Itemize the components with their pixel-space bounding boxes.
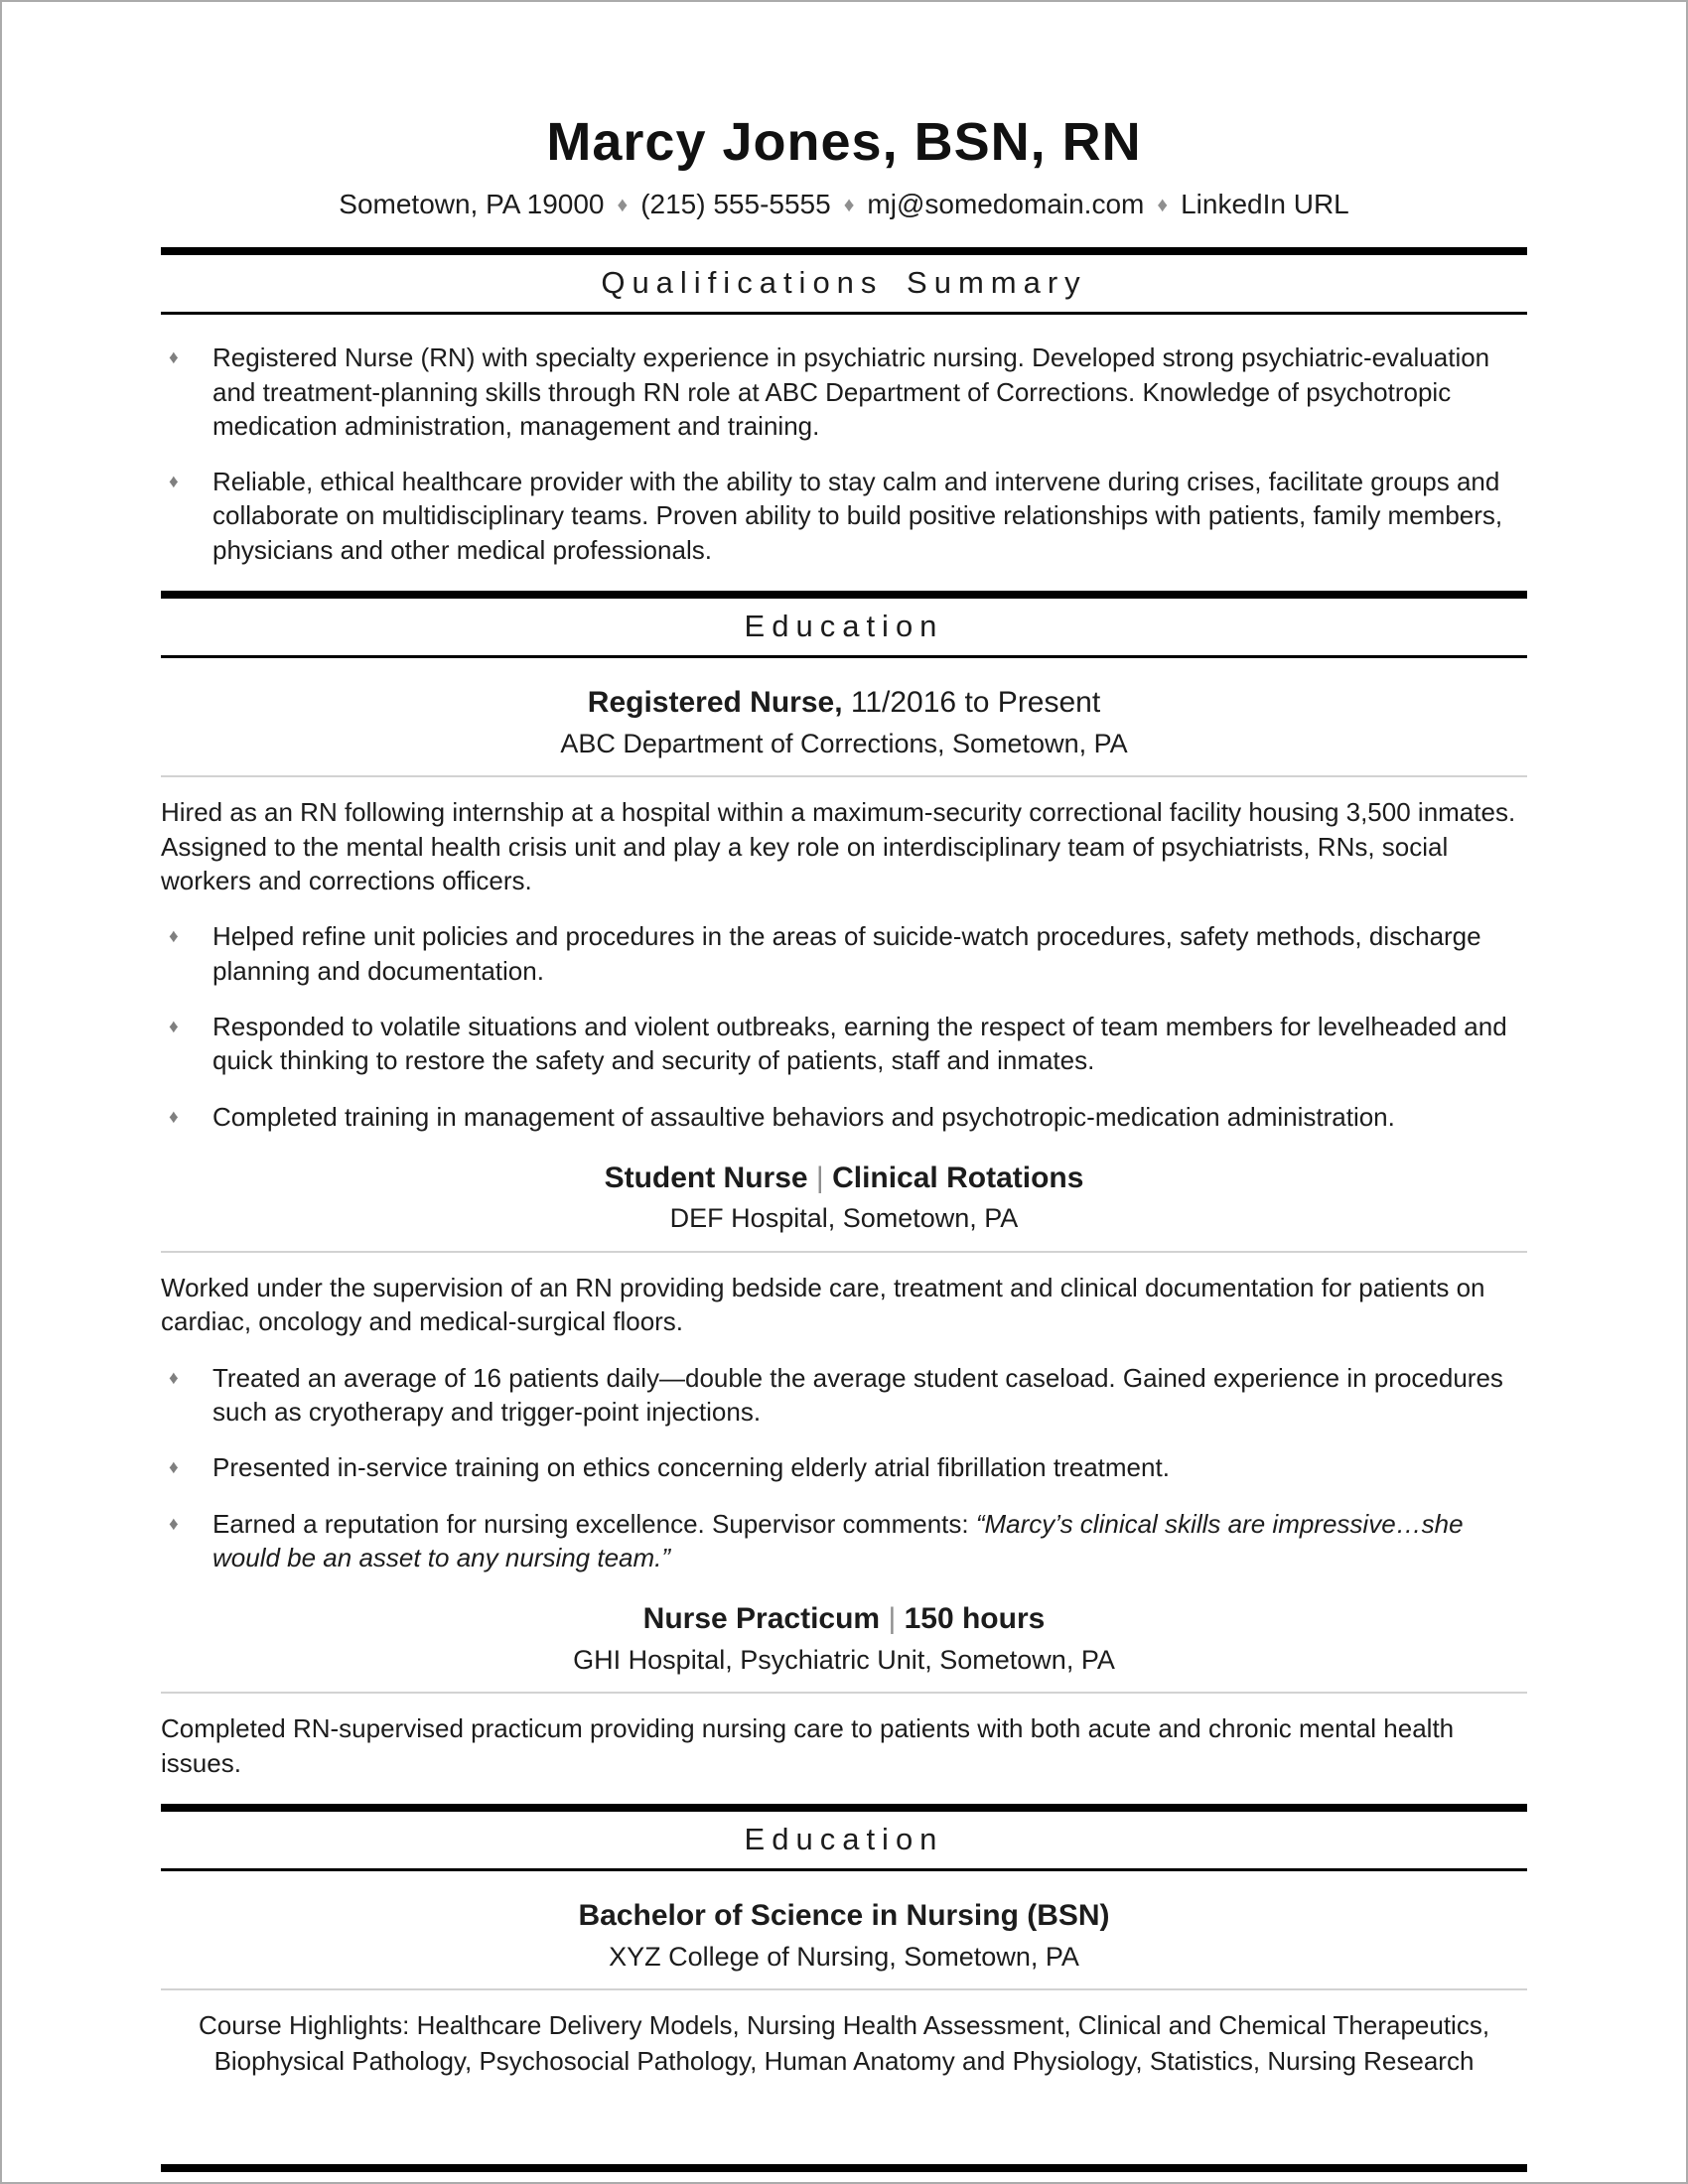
job-entry-student-nurse [161,1160,1527,1574]
diamond-bullet-icon: ♦ [169,1457,179,1479]
divider-line [161,1692,1527,1694]
contact-phone: (215) 555-5555 [640,189,831,220]
candidate-name: Marcy Jones, BSN, RN [546,112,1142,172]
job-location: GHI Hospital, Psychiatric Unit, Sometown, PA [573,1644,1115,1675]
job-title [161,684,1527,722]
job-summary: Hired as an RN following internship at a hospital within a maximum-security correctional facility housing 3,500 inmates. Assigned to the mental health crisis unit and play a key role on interdisciplinary team of psychiatrists, RNs, social workers and corrections officers. [161,797,1516,896]
diamond-separator-icon: ♦ [617,194,629,217]
job-title [161,1600,1527,1638]
diamond-separator-icon: ♦ [1157,194,1169,217]
job-bullet [161,1450,1527,1484]
section-header-experience [161,591,1527,658]
bullet-text: Reliable, ethical healthcare provider with the ability to stay calm and intervene during crises, facilitate groups and collaborate on multidisciplinary teams. Proven ability to build positive relationships with patients, family members, physicians and other medical professionals. [212,467,1503,565]
thin-rule [161,1868,1527,1871]
thick-rule [161,591,1527,599]
bullet-text: Helped refine unit policies and procedures in the areas of suicide-watch procedures, safety methods, discharge planning and documentation. [212,921,1481,986]
qualification-bullet [161,465,1527,567]
footer-rule [161,2164,1527,2172]
job-summary: Completed RN-supervised practicum providing nursing care to patients with both acute and chronic mental health issues. [161,1713,1455,1778]
contact-linkedin: LinkedIn URL [1181,189,1349,220]
job-entry-nurse-practicum [161,1600,1527,1780]
job-title [161,1160,1527,1197]
job-bullet-list [161,1361,1527,1575]
divider-line [161,775,1527,777]
job-bullet [161,919,1527,988]
job-title-main: Registered Nurse, [587,686,843,720]
thick-rule [161,1804,1527,1812]
section-title-qualifications: Qualifications Summary [601,265,1087,301]
job-title-separator: | [880,1602,905,1636]
qualification-bullet [161,341,1527,443]
job-bullet-list [161,919,1527,1134]
job-entry-registered-nurse [161,684,1527,1134]
diamond-bullet-icon: ♦ [169,1106,179,1128]
job-title-main: Nurse Practicum [642,1602,881,1636]
diamond-bullet-icon: ♦ [169,472,179,493]
bullet-text: Treated an average of 16 patients daily—double the average student caseload. Gained experience in procedures such as cryotherapy and trigger-point injections. [212,1362,1503,1427]
course-highlights: Course Highlights: Healthcare Delivery Models, Nursing Health Assessment, Clinical and Chemical Therapeutics, Biophysical Pathology, Psychosocial Pathology, Human Anatomy and Physiology, Statistics, Nursing Research [198,2010,1490,2077]
section-header-education [161,1804,1527,1871]
bullet-quote: “Marcy’s clinical skills are impressive…she would be an asset to any nursing team.” [212,1508,1464,1572]
diamond-bullet-icon: ♦ [169,1016,179,1037]
job-bullet [161,1010,1527,1078]
contact-location: Sometown, PA 19000 [339,189,605,220]
qualifications-list [161,341,1527,567]
diamond-separator-icon: ♦ [843,194,855,217]
bullet-text: Earned a reputation for nursing excellence. Supervisor comments: [212,1508,976,1539]
bullet-text: Registered Nurse (RN) with specialty experience in psychiatric nursing. Developed strong psychiatric-evaluation and treatment-planning skills through RN role at ABC Department of Corrections. Knowledge of psychotropic medication administration, management and training. [212,342,1490,441]
thin-rule [161,655,1527,658]
school-name: XYZ College of Nursing, Sometown, PA [609,1941,1079,1972]
job-title-dates: 11/2016 to Present [842,686,1101,720]
section-header-qualifications [161,247,1527,315]
diamond-bullet-icon: ♦ [169,347,179,369]
job-location: ABC Department of Corrections, Sometown, PA [560,728,1128,758]
bullet-text: Presented in-service training on ethics concerning elderly atrial fibrillation treatment. [212,1452,1170,1483]
contact-line [161,187,1527,223]
divider-line [161,1988,1527,1990]
contact-email: mj@somedomain.com [867,189,1145,220]
diamond-bullet-icon: ♦ [169,1513,179,1535]
section-title-experience: Education [744,609,944,644]
thick-rule [161,247,1527,255]
degree-title-text: Bachelor of Science in Nursing (BSN) [578,1899,1110,1933]
thin-rule [161,312,1527,315]
degree-title [161,1897,1527,1935]
resume-header [161,111,1527,223]
diamond-bullet-icon: ♦ [169,1367,179,1389]
divider-line [161,1251,1527,1253]
education-entry-bsn [161,1897,1527,2080]
bullet-text: Completed training in management of assaultive behaviors and psychotropic-medication administration. [212,1101,1395,1132]
job-bullet [161,1100,1527,1134]
section-title-education: Education [744,1821,944,1856]
job-summary: Worked under the supervision of an RN providing bedside care, treatment and clinical documentation for patients on cardiac, oncology and medical-surgical floors. [161,1273,1485,1337]
job-bullet [161,1361,1527,1430]
diamond-bullet-icon: ♦ [169,926,179,948]
job-location: DEF Hospital, Sometown, PA [669,1203,1019,1234]
job-title-main: Student Nurse [604,1160,808,1194]
job-title-aux-bold: 150 hours [904,1602,1046,1636]
bullet-text: Responded to volatile situations and violent outbreaks, earning the respect of team members for levelheaded and quick thinking to restore the safety and security of patients, staff and inmates. [212,1011,1507,1076]
job-title-separator: | [807,1160,833,1194]
job-title-aux-bold: Clinical Rotations [832,1160,1084,1194]
job-bullet [161,1507,1527,1575]
